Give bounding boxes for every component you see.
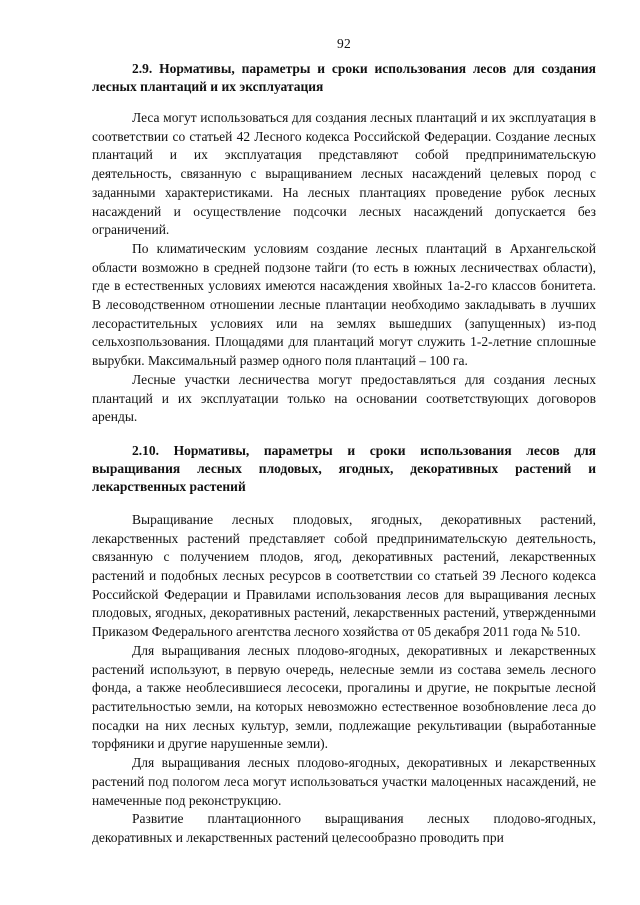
paragraph: Лесные участки лесничества могут предоставляться для создания лесных плантаций и их эксплуатации только на основании соответствующих договоров аренды. [92,371,596,425]
section-heading: 2.10. Нормативы, параметры и сроки использования лесов для выращивания лесных плодовых, ягодных, декоративных растений и лекарственных растений [92,442,596,494]
section-2-10 [92,442,596,848]
paragraph: По климатическим условиям создание лесных плантаций в Архангельской области возможно в средней подзоне тайги (то есть в южных лесничествах области), где в естественных условиях имеются насаждения хвойных 1а-2-го классов бонитета. В лесоводственном отношении лесные плантации необходимо закладывать в лучших лесорастительных условиях или на землях вышедших (запущенных) из-под сельхозпользования. Площадями для плантаций могут служить 1-2-летние сплошные вырубки. Максимальный размер одного поля плантаций – 100 га. [92,240,596,369]
page-number: 92 [337,36,351,51]
paragraph: Для выращивания лесных плодово-ягодных, декоративных и лекарственных растений используют, в первую очередь, нелесные земли из состава земель лесного фонда, а также необлесившиеся лесосеки, прогалины и другие, не покрытые лесной растительностью земли, на которых невозможно естественное возобновление леса до посадки на них лесных культур, земли, подлежащие рекультивации (выработанные торфяники и другие нарушенные земли). [92,642,596,752]
section-heading: 2.9. Нормативы, параметры и сроки использования лесов для создания лесных плантаций и их эксплуатация [92,61,596,94]
paragraph: Леса могут использоваться для создания лесных плантаций и их эксплуатация в соответствии со статьей 42 Лесного кодекса Российской Федерации. Создание лесных плантаций и их эксплуатация представляют собой предпринимательскую деятельность, связанную с выращиванием лесных насаждений целевых пород с заданными характеристиками. На лесных плантациях проведение рубок лесных насаждений и осуществление подсочки лесных насаждений допускается без ограничений. [92,110,596,238]
paragraph: Развитие плантационного выращивания лесных плодово-ягодных, декоративных и лекарственных растений целесообразно проводить при [92,811,596,845]
paragraph: Выращивание лесных плодовых, ягодных, декоративных растений, лекарственных растений представляет собой предпринимательскую деятельность, связанную с получением плодов, ягод, декоративных растений, лекарственных растений и подобных лесных ресурсов в соответствии со статьей 39 Лесного кодекса Российской Федерации и Правилами использования лесов для выращивания лесных плодовых, ягодных, декоративных растений, лекарственных растений, утвержденными Приказом Федерального агентства лесного хозяйства от 05 декабря 2011 года № 510. [92,511,596,640]
paragraph: Для выращивания лесных плодово-ягодных, декоративных и лекарственных растений под пологом леса могут использоваться участки малоценных насаждений, не намеченные под реконструкцию. [92,755,596,808]
section-2-9 [92,60,596,427]
